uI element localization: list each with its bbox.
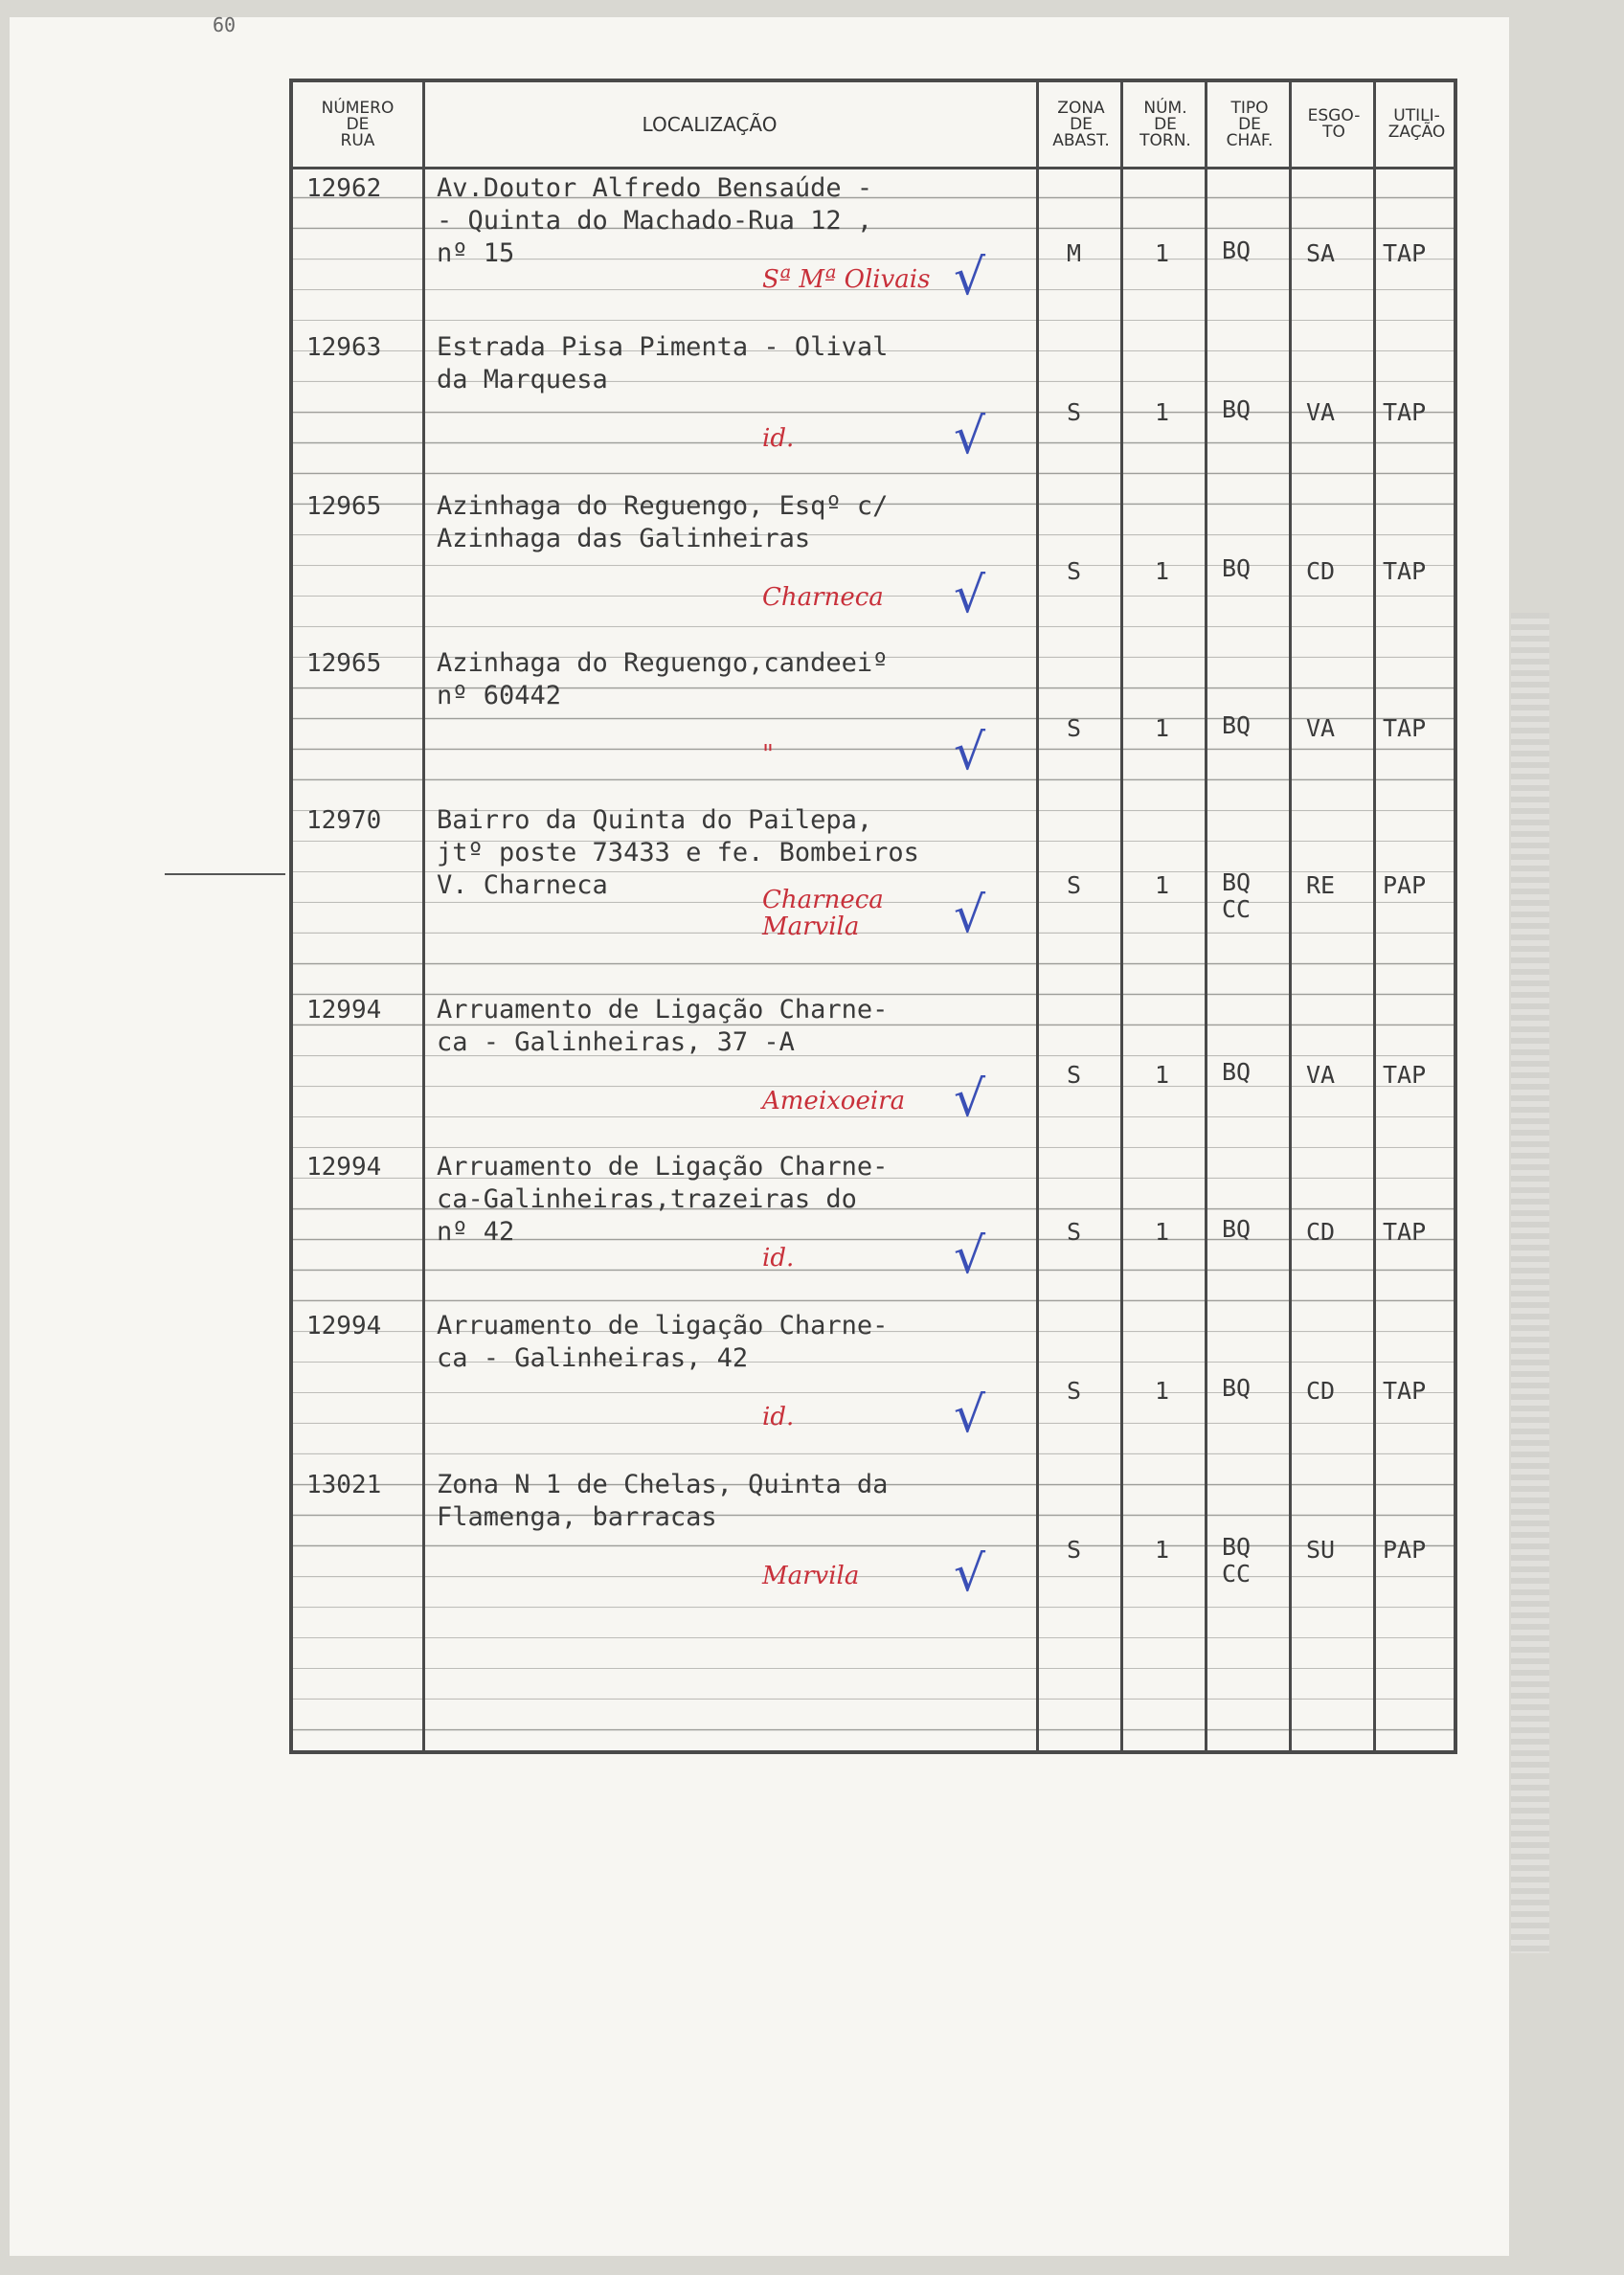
cell-numero: 12963 (306, 333, 382, 362)
cell-numero: 12970 (306, 806, 382, 835)
handwritten-note: " (762, 740, 774, 769)
cell-esgoto: VA (1306, 1061, 1336, 1089)
cell-tipo: BQ (1222, 554, 1252, 582)
cell-localizacao: Azinhaga do Reguengo,candeeiº nº 60442 (437, 648, 889, 710)
cell-tipo: BQ (1222, 711, 1252, 739)
checkmark-icon: √ (954, 567, 986, 624)
cell-torn: 1 (1155, 1218, 1170, 1246)
header-numero: NÚMERO DE RUA (321, 98, 395, 150)
checkmark-icon: √ (954, 1070, 986, 1128)
cell-utilizacao: TAP (1383, 1061, 1427, 1089)
cell-esgoto: VA (1306, 398, 1336, 426)
cell-localizacao: Arruamento de ligação Charne- ca - Galinheiras, 42 (437, 1311, 889, 1373)
handwritten-note: id. (762, 1244, 795, 1273)
checkmark-icon: √ (954, 1386, 986, 1444)
cell-torn: 1 (1155, 398, 1170, 426)
cell-numero: 12994 (306, 996, 382, 1025)
cell-zona: S (1067, 398, 1082, 426)
handwritten-note: Charneca (762, 583, 884, 612)
cell-numero: 12994 (306, 1312, 382, 1340)
header-num-torn: NÚM. DE TORN. (1139, 98, 1191, 150)
checkmark-icon: √ (954, 249, 986, 306)
cell-utilizacao: PAP (1383, 871, 1427, 899)
cell-numero: 12965 (306, 649, 382, 678)
cell-localizacao: Bairro da Quinta do Pailepa, jtº poste 73433 e fe. Bombeiros V. Charneca (437, 805, 919, 900)
cell-localizacao: Azinhaga do Reguengo, Esqº c/ Azinhaga das Galinheiras (437, 491, 889, 553)
handwritten-note: Marvila (762, 1562, 860, 1590)
cell-tipo: BQ (1222, 1058, 1252, 1086)
cell-esgoto: CD (1306, 1377, 1336, 1405)
page-number: 60 (213, 13, 237, 36)
cell-numero: 13021 (306, 1471, 382, 1499)
cell-localizacao: Arruamento de Ligação Charne- ca-Galinheiras,trazeiras do nº 42 (437, 1152, 889, 1247)
cell-utilizacao: TAP (1383, 398, 1427, 426)
cell-torn: 1 (1155, 1536, 1170, 1564)
table-row (293, 170, 1454, 324)
cell-tipo: BQ (1222, 395, 1252, 423)
header-localizacao: LOCALIZAÇÃO (642, 112, 778, 136)
cell-zona: S (1067, 1377, 1082, 1405)
records-table (289, 79, 1457, 1754)
header-zona: ZONA DE ABAST. (1052, 98, 1110, 150)
cell-localizacao: Estrada Pisa Pimenta - Olival da Marquesa (437, 332, 889, 394)
cell-utilizacao: TAP (1383, 1377, 1427, 1405)
cell-esgoto: VA (1306, 714, 1336, 742)
table-row (293, 1149, 1454, 1302)
cell-torn: 1 (1155, 239, 1170, 267)
cell-localizacao: Av.Doutor Alfredo Bensaúde - - Quinta do Machado-Rua 12 , nº 15 (437, 173, 873, 268)
table-row (293, 992, 1454, 1145)
cell-zona: M (1067, 239, 1082, 267)
cell-torn: 1 (1155, 1061, 1170, 1089)
header-utilizacao: UTILI- ZAÇÃO (1387, 106, 1446, 142)
cell-zona: S (1067, 1061, 1082, 1089)
cell-tipo: BQ CC (1222, 868, 1252, 923)
cell-localizacao: Zona N 1 de Chelas, Quinta da Flamenga, barracas (437, 1470, 889, 1532)
cell-esgoto: SA (1306, 239, 1336, 267)
cell-zona: S (1067, 557, 1082, 585)
cell-zona: S (1067, 714, 1082, 742)
cell-esgoto: CD (1306, 557, 1336, 585)
cell-torn: 1 (1155, 871, 1170, 899)
margin-mark (165, 873, 285, 875)
cell-utilizacao: TAP (1383, 714, 1427, 742)
cell-torn: 1 (1155, 714, 1170, 742)
handwritten-note: Charneca Marvila (762, 886, 884, 941)
cell-zona: S (1067, 871, 1082, 899)
table-row (293, 1467, 1454, 1620)
cell-esgoto: CD (1306, 1218, 1336, 1246)
checkmark-icon: √ (954, 1545, 986, 1603)
table-row (293, 802, 1454, 956)
checkmark-icon: √ (954, 724, 986, 781)
checkmark-icon: √ (954, 1228, 986, 1285)
checkmark-icon: √ (954, 887, 986, 944)
cell-utilizacao: TAP (1383, 239, 1427, 267)
cell-utilizacao: TAP (1383, 557, 1427, 585)
header-tipo: TIPO DE CHAF. (1226, 98, 1274, 150)
header-esgoto: ESGO- TO (1307, 106, 1361, 142)
cell-numero: 12965 (306, 492, 382, 521)
scan-edge-strip (1511, 613, 1549, 1953)
checkmark-icon: √ (954, 408, 986, 465)
handwritten-note: Ameixoeira (762, 1087, 906, 1115)
table-row (293, 329, 1454, 483)
cell-numero: 12994 (306, 1153, 382, 1182)
cell-esgoto: SU (1306, 1536, 1336, 1564)
handwritten-note: id. (762, 424, 795, 453)
handwritten-note: id. (762, 1403, 795, 1431)
table-header (293, 82, 1454, 169)
cell-tipo: BQ CC (1222, 1533, 1252, 1588)
cell-torn: 1 (1155, 1377, 1170, 1405)
handwritten-note: Sª Mª Olivais (762, 265, 931, 294)
table-row (293, 488, 1454, 642)
cell-utilizacao: TAP (1383, 1218, 1427, 1246)
cell-tipo: BQ (1222, 1215, 1252, 1243)
cell-zona: S (1067, 1536, 1082, 1564)
cell-tipo: BQ (1222, 237, 1252, 264)
table-row (293, 1308, 1454, 1461)
cell-localizacao: Arruamento de Ligação Charne- ca - Galinheiras, 37 -A (437, 995, 889, 1057)
cell-esgoto: RE (1306, 871, 1336, 899)
cell-numero: 12962 (306, 174, 382, 203)
cell-tipo: BQ (1222, 1374, 1252, 1402)
table-row (293, 645, 1454, 799)
cell-torn: 1 (1155, 557, 1170, 585)
cell-zona: S (1067, 1218, 1082, 1246)
cell-utilizacao: PAP (1383, 1536, 1427, 1564)
